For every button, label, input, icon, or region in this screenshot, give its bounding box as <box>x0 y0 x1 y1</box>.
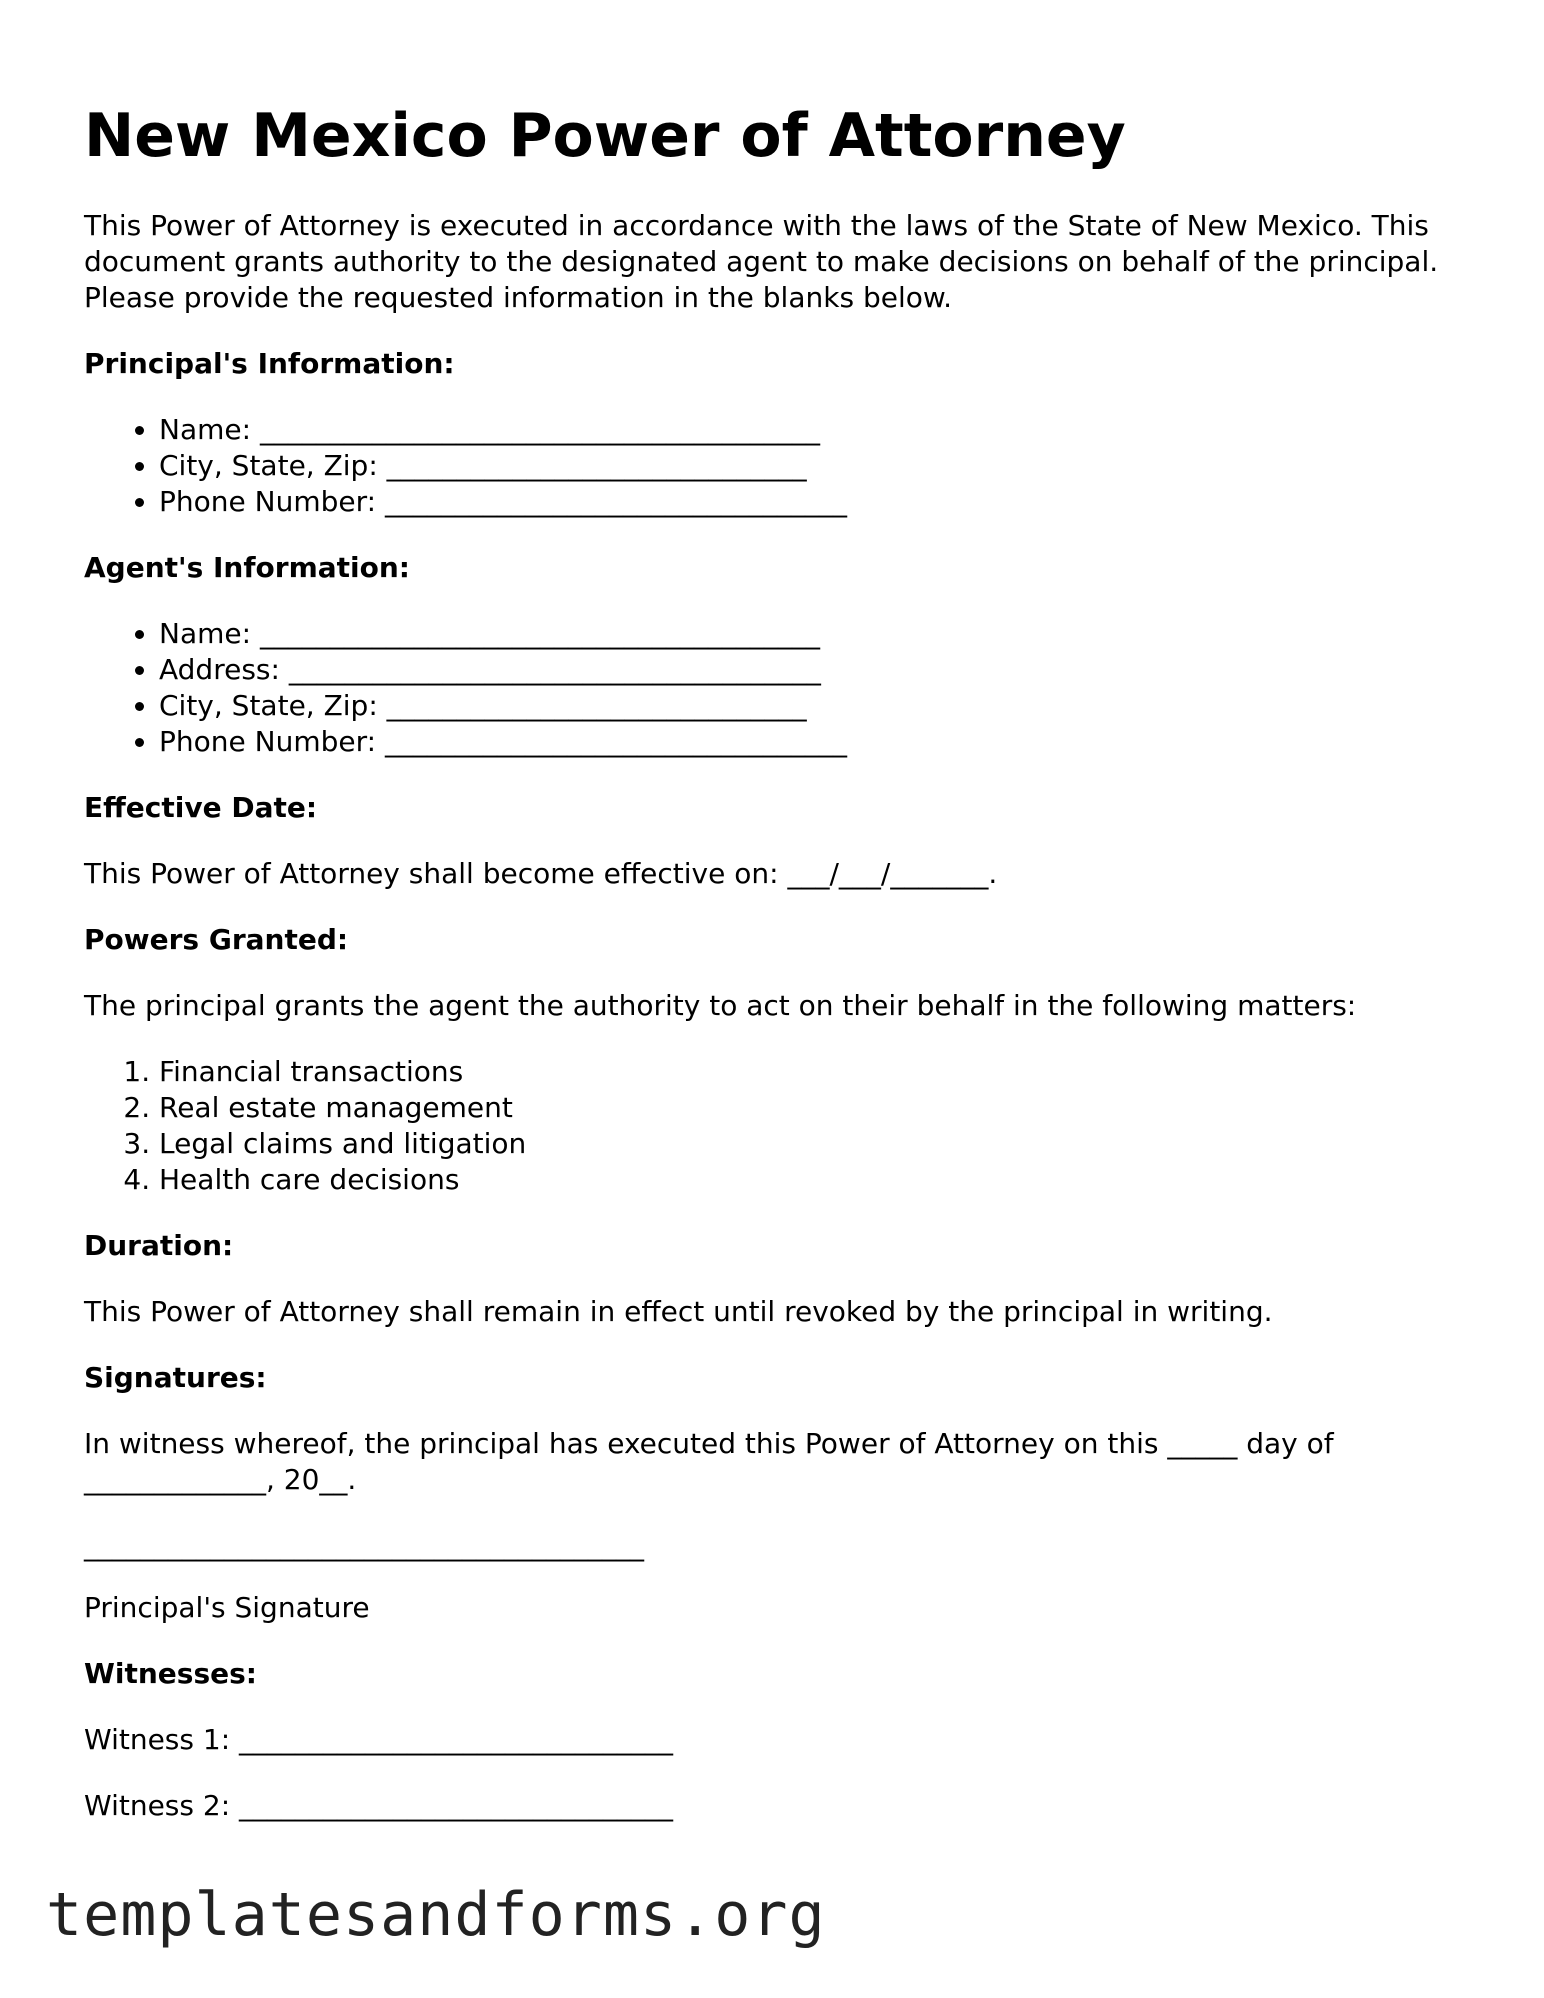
duration-heading: Duration: <box>84 1229 234 1262</box>
agent-phone-field[interactable]: • Phone Number: _________________________________ <box>159 724 1464 760</box>
watermark: templatesandforms.org <box>46 1880 826 1950</box>
effective-date-text[interactable]: This Power of Attorney shall become effective on: ___/___/_______. <box>84 857 998 890</box>
powers-granted-heading: Powers Granted: <box>84 923 349 956</box>
principal-city-state-zip-field[interactable]: • City, State, Zip: ______________________________ <box>159 448 1464 484</box>
principal-info-list <box>84 412 1464 520</box>
witness-1-field[interactable]: Witness 1: _______________________________ <box>84 1723 674 1756</box>
power-item: 4. Health care decisions <box>159 1162 1464 1198</box>
powers-granted-text: The principal grants the agent the authority to act on their behalf in the following matters: <box>84 989 1357 1022</box>
agent-address-field[interactable]: • Address: ______________________________________ <box>159 652 1464 688</box>
principal-phone-field[interactable]: • Phone Number: _________________________________ <box>159 484 1464 520</box>
duration-text: This Power of Attorney shall remain in effect until revoked by the principal in writing. <box>84 1295 1273 1328</box>
agent-city-state-zip-field[interactable]: • City, State, Zip: ______________________________ <box>159 688 1464 724</box>
signatures-text[interactable]: In witness whereof, the principal has executed this Power of Attorney on this _____ day of _____________, 20__. <box>84 1427 1334 1496</box>
principal-signature-label: Principal's Signature <box>84 1591 370 1624</box>
power-item: 2. Real estate management <box>159 1090 1464 1126</box>
intro-paragraph: This Power of Attorney is executed in accordance with the laws of the State of New Mexico. This document grants authority to the designated agent to make decisions on behalf of the principal. Please provide the requested information in the blanks below. <box>84 209 1439 314</box>
power-item: 1. Financial transactions <box>159 1054 1464 1090</box>
effective-date-heading: Effective Date: <box>84 791 318 824</box>
page-title: New Mexico Power of Attorney <box>84 101 1126 171</box>
principal-signature-line[interactable]: ________________________________________ <box>84 1529 644 1562</box>
agent-name-field[interactable]: • Name: ________________________________________ <box>159 616 1464 652</box>
witness-2-field[interactable]: Witness 2: _______________________________ <box>84 1789 674 1822</box>
witnesses-heading: Witnesses: <box>84 1657 257 1690</box>
powers-list <box>84 1054 1464 1198</box>
power-item: 3. Legal claims and litigation <box>159 1126 1464 1162</box>
principal-name-field[interactable]: • Name: ________________________________________ <box>159 412 1464 448</box>
signatures-heading: Signatures: <box>84 1361 267 1394</box>
agent-heading: Agent's Information: <box>84 551 411 584</box>
agent-info-list <box>84 616 1464 760</box>
document-page <box>84 100 1464 1854</box>
principal-heading: Principal's Information: <box>84 347 455 380</box>
